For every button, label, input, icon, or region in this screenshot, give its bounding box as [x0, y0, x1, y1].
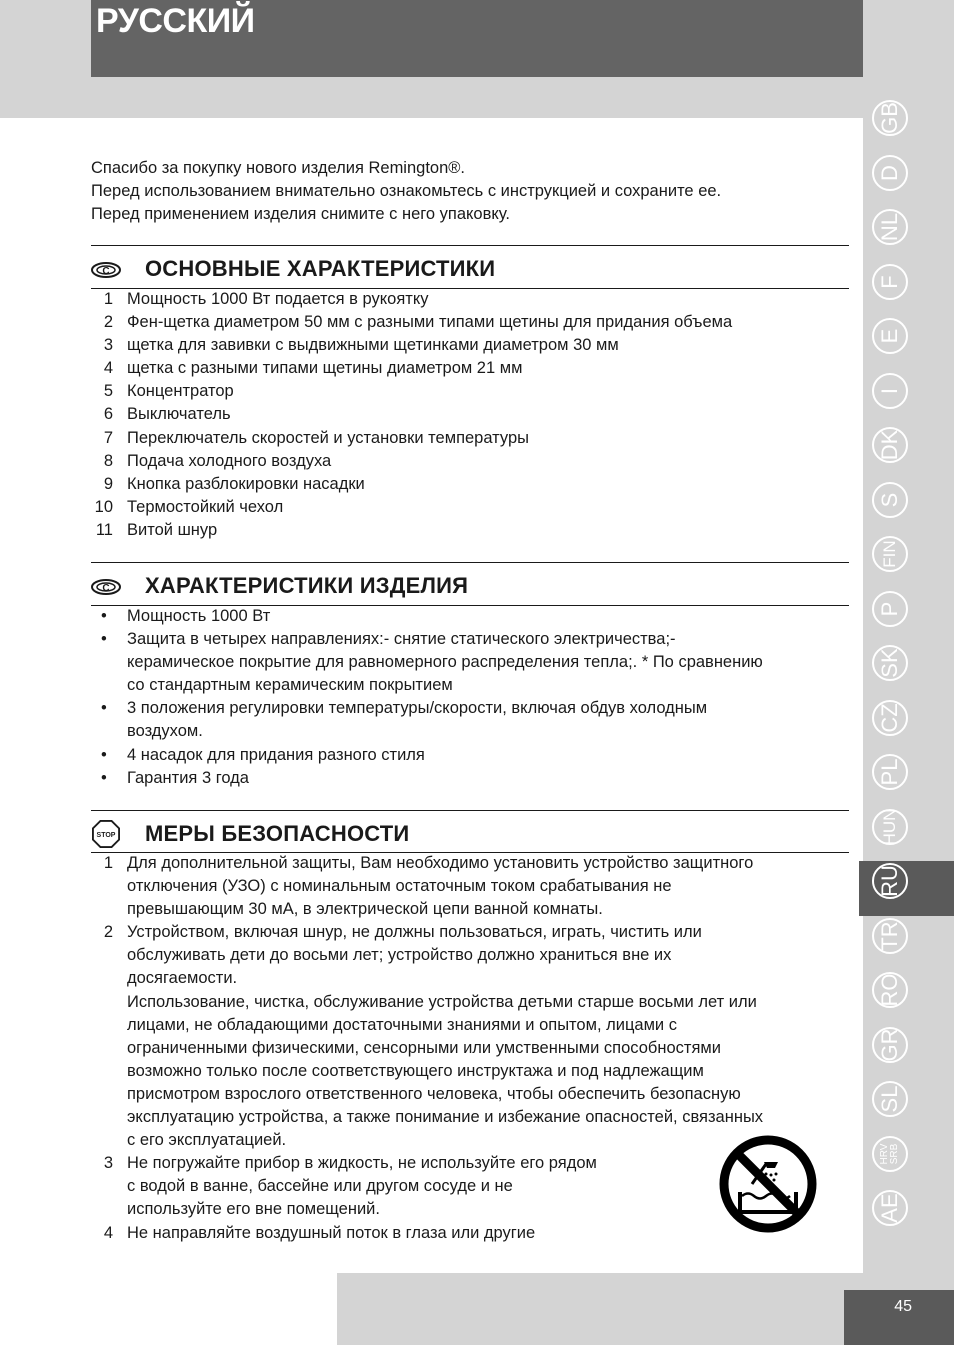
safety-item — [91, 852, 851, 921]
item-text: Концентратор — [127, 382, 234, 401]
safety-line: досягаемости. — [127, 969, 238, 988]
bullet-item — [91, 628, 851, 697]
language-tab-label: PL — [877, 758, 902, 786]
language-tab-label: DK — [877, 429, 902, 461]
list-item — [91, 403, 851, 426]
bullet-line: 4 насадок для придания разного стиля — [127, 745, 425, 764]
safety-line: превышающим 30 мА, в электрической цепи ванной комнаты. — [127, 900, 603, 919]
item-number: 8 — [103, 451, 113, 470]
item-number: 9 — [103, 474, 113, 493]
language-tab-f[interactable] — [872, 264, 908, 300]
item-number: 3 — [103, 336, 113, 355]
item-text: Фен-щетка диаметром 50 мм с разными типами щетины для придания объема — [127, 313, 733, 332]
item-number: 10 — [94, 497, 113, 516]
safety-line: эксплуатацию устройства, а также понимание и избежание опасностей, связанных — [127, 1108, 764, 1127]
item-number: 7 — [103, 428, 113, 447]
language-tab-e[interactable] — [872, 318, 908, 354]
language-tab-sk[interactable] — [872, 645, 908, 681]
item-number: 5 — [103, 382, 113, 401]
language-tab-gb[interactable] — [872, 100, 908, 136]
language-tab-hun[interactable] — [872, 809, 908, 845]
section-icon-letter: C — [102, 266, 110, 277]
bullet-item — [91, 767, 851, 790]
safety-line: обслуживать дети до восьми лет; устройство должно храниться вне их — [127, 946, 672, 965]
item-text: Подача холодного воздуха — [127, 451, 332, 470]
bullet-icon: • — [101, 745, 107, 764]
bullet-line: со стандартным керамическим покрытием — [127, 676, 453, 695]
section-divider — [91, 245, 849, 246]
safety-line: возможно только после соответствующего инструктажа и под надлежащим — [127, 1061, 704, 1080]
bullet-icon: • — [101, 607, 107, 625]
section-title-features: ОСНОВНЫЕ ХАРАКТЕРИСТИКИ — [145, 256, 496, 281]
bullet-icon: • — [101, 699, 107, 718]
language-tab-label: RU — [877, 865, 902, 897]
language-tab-p[interactable] — [872, 591, 908, 627]
section-icon-letter: C — [102, 583, 110, 594]
section-divider — [91, 562, 849, 563]
safety-line: Не направляйте воздушный поток в глаза или другие — [127, 1223, 536, 1242]
item-number: 1 — [103, 290, 113, 308]
safety-line: лицами, не обладающими достаточными знаниями и опытом, лицами с — [127, 1015, 677, 1034]
language-tab-tr[interactable] — [872, 918, 908, 954]
item-number: 4 — [103, 1223, 113, 1242]
intro-line: Перед использованием внимательно ознакомьтесь с инструкцией и сохраните ее. — [91, 182, 722, 200]
safety-line: Для дополнительной защиты, Вам необходимо установить устройство защитного — [127, 854, 754, 872]
stop-icon — [91, 820, 121, 848]
list-item — [91, 380, 851, 403]
language-tab-label: P — [877, 601, 902, 616]
intro-text — [91, 157, 721, 226]
features-list — [91, 288, 851, 542]
language-tab-label: NL — [877, 212, 902, 242]
safety-item — [91, 921, 851, 990]
language-tab-label: F — [877, 274, 902, 289]
no-water-warning-icon — [718, 1134, 818, 1234]
language-tab-gr[interactable] — [872, 1027, 908, 1063]
language-tab-label: SK — [877, 648, 902, 678]
language-tab-label: HUN — [880, 808, 899, 845]
language-tab-cz[interactable] — [872, 700, 908, 736]
item-number: 6 — [103, 405, 113, 424]
eye-icon — [91, 256, 121, 284]
bullet-item — [91, 697, 851, 743]
language-tab-label: FIN — [880, 540, 899, 568]
item-number: 11 — [95, 520, 113, 539]
language-tab-nl[interactable] — [872, 209, 908, 245]
safety-line: Использование, чистка, обслуживание устройства детьми старше восьми лет или — [127, 992, 757, 1011]
list-item — [91, 473, 851, 496]
page-title: РУССКИЙ — [96, 2, 255, 40]
item-number: 2 — [103, 923, 113, 942]
safety-line: отключения (УЗО) с номинальным остаточным током срабатывания не — [127, 877, 672, 896]
bullet-line: Мощность 1000 Вт — [127, 607, 271, 625]
bullet-line: Гарантия 3 года — [127, 768, 249, 787]
language-tab-label: I — [877, 387, 902, 394]
bullet-icon: • — [101, 768, 107, 787]
safety-line: используйте его вне помещений. — [127, 1200, 380, 1219]
language-tab-label: D — [877, 164, 902, 181]
language-tab-ru[interactable] — [872, 863, 908, 899]
list-item — [91, 496, 851, 519]
item-text: Витой шнур — [127, 520, 218, 539]
language-tab-label: E — [877, 328, 902, 344]
item-text: Кнопка разблокировки насадки — [127, 474, 365, 493]
language-tab-label: CZ — [877, 702, 902, 733]
item-text: Выключатель — [127, 405, 231, 424]
item-text: щетка с разными типами щетины диаметром 21 мм — [127, 359, 523, 378]
language-tab-fin[interactable] — [872, 536, 908, 572]
safety-line: присмотром взрослого ответственного человека, чтобы обеспечить безопасную — [127, 1084, 741, 1103]
item-number: 4 — [103, 359, 113, 378]
section-divider — [91, 810, 849, 811]
stop-icon-label: STOP — [96, 831, 116, 839]
product-list — [91, 605, 851, 790]
language-tab-label: AE — [877, 1193, 902, 1223]
language-tab-label: GB — [877, 102, 902, 134]
list-item — [91, 450, 851, 473]
language-tab-label: SL — [877, 1085, 902, 1113]
language-tab-d[interactable] — [872, 155, 908, 191]
language-tab-pl[interactable] — [872, 754, 908, 790]
safety-item — [91, 991, 851, 1153]
bullet-icon: • — [101, 630, 107, 649]
language-tab-label: RO — [877, 973, 902, 1007]
language-tab-label: GR — [877, 1028, 902, 1061]
language-tab-ro[interactable] — [872, 972, 908, 1008]
eye-icon — [91, 573, 121, 601]
item-text: щетка для завивки с выдвижными щетинками диаметром 30 мм — [127, 336, 619, 355]
section-title-product: ХАРАКТЕРИСТИКИ ИЗДЕЛИЯ — [145, 573, 469, 598]
language-tab-i[interactable] — [872, 373, 908, 409]
bullet-line: керамическое покрытие для равномерного распределения тепла;. * По сравнению — [127, 653, 763, 672]
bullet-line: Защита в четырех направлениях:- снятие статического электричества;- — [127, 630, 676, 649]
language-tab-label: S — [877, 492, 902, 507]
list-item — [91, 427, 851, 450]
footer-white-block — [0, 1273, 337, 1345]
list-item — [91, 357, 851, 380]
list-item — [91, 288, 851, 311]
safety-line: Устройством, включая шнур, не должны пользоваться, играть, чистить или — [127, 923, 702, 942]
safety-line: Не погружайте прибор в жидкость, не используйте его рядом — [127, 1154, 597, 1173]
list-item — [91, 334, 851, 357]
item-number: 3 — [103, 1154, 113, 1173]
language-tab-label: HRV SRB — [879, 1143, 900, 1164]
bullet-item — [91, 744, 851, 767]
bullet-item — [91, 605, 851, 628]
language-tab-label: TR — [877, 920, 902, 951]
language-tab-s[interactable] — [872, 482, 908, 518]
intro-line: Спасибо за покупку нового изделия Remington®. — [91, 159, 466, 177]
language-tab-sl[interactable] — [872, 1081, 908, 1117]
list-item — [91, 311, 851, 334]
section-title-safety: МЕРЫ БЕЗОПАСНОСТИ — [145, 821, 410, 846]
item-text: Термостойкий чехол — [127, 497, 284, 516]
bullet-line: воздухом. — [127, 722, 203, 741]
item-number: 2 — [103, 313, 113, 332]
language-tab-dk[interactable] — [872, 427, 908, 463]
safety-line: с его эксплуатацией. — [127, 1131, 287, 1150]
list-item — [91, 519, 851, 542]
item-text: Мощность 1000 Вт подается в рукоятку — [127, 290, 429, 308]
page-number: 45 — [894, 1298, 912, 1315]
page-number-box — [844, 1290, 954, 1345]
safety-line: с водой в ванне, бассейне или другом сосуде и не — [127, 1177, 513, 1196]
item-number: 1 — [103, 854, 113, 872]
safety-line: ограниченными физическими, сенсорными или умственными способностями — [127, 1038, 721, 1057]
bullet-line: 3 положения регулировки температуры/скорости, включая обдув холодным — [127, 699, 708, 718]
item-text: Переключатель скоростей и установки температуры — [127, 428, 530, 447]
language-tab-hrv-srb[interactable] — [872, 1136, 908, 1172]
intro-line: Перед применением изделия снимите с него упаковку. — [91, 205, 510, 223]
language-tab-ae[interactable] — [872, 1190, 908, 1226]
